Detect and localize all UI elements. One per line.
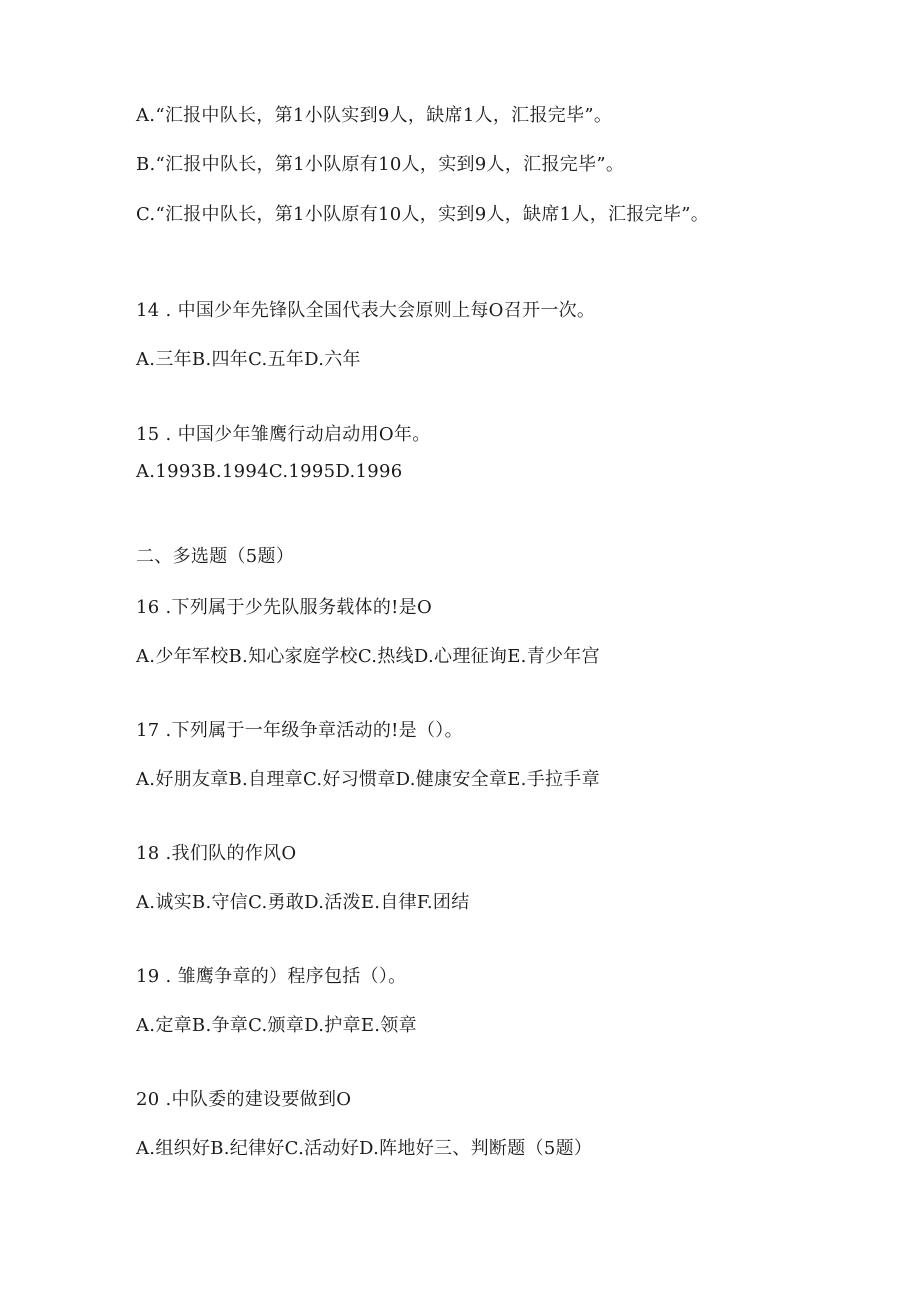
- q15-question: 15 . 中国少年雏鹰行动启动用O年。: [136, 424, 431, 445]
- q18-question: 18 .我们队的作风O: [136, 843, 297, 864]
- q19-options: A.定章B.争章C.颁章D.护章E.领章: [136, 1015, 417, 1036]
- q14-question: 14 . 中国少年先锋队全国代表大会原则上每O召开一次。: [136, 300, 596, 321]
- q15-options: A.1993B.1994C.1995D.1996: [136, 461, 403, 482]
- q17-options: A.好朋友章B.自理章C.好习惯章D.健康安全章E.手拉手章: [136, 769, 600, 790]
- q16-options: A.少年军校B.知心家庭学校C.热线D.心理征询E.青少年宫: [136, 646, 600, 667]
- section-heading-multiple-choice: 二、多选题（5题）: [136, 546, 295, 567]
- q19-question: 19 . 雏鹰争章的）程序包括（）。: [136, 966, 407, 987]
- q20-options: A.组织好B.纪律好C.活动好D.阵地好三、判断题（5题）: [136, 1138, 593, 1159]
- q20-question: 20 .中队委的建设要做到O: [136, 1089, 352, 1110]
- q13-option-b: B.“汇报中队长，第1小队原有10人，实到9人，汇报完毕”。: [136, 154, 625, 175]
- q17-question: 17 .下列属于一年级争章活动的!是（）。: [136, 720, 463, 741]
- q18-options: A.诚实B.守信C.勇敢D.活泼E.自律F.团结: [136, 892, 470, 913]
- q13-option-c: C.“汇报中队长，第1小队原有10人，实到9人，缺席1人，汇报完毕”。: [136, 204, 710, 225]
- q14-options: A.三年B.四年C.五年D.六年: [136, 349, 361, 370]
- q16-question: 16 .下列属于少先队服务载体的!是O: [136, 597, 433, 618]
- q13-option-a: A.“汇报中队长，第1小队实到9人，缺席1人，汇报完毕”。: [136, 105, 613, 126]
